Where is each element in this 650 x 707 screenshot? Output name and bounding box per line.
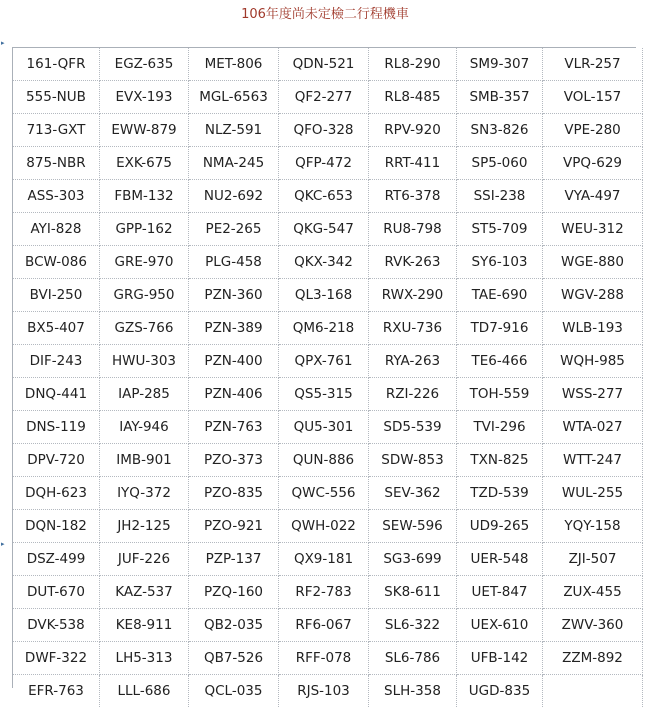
table-cell: DPV-720 — [13, 444, 100, 477]
table-cell: SN3-826 — [457, 114, 543, 147]
table-cell: SMB-357 — [457, 81, 543, 114]
table-cell: RPV-920 — [369, 114, 457, 147]
table-cell: RFF-078 — [279, 642, 369, 675]
table-cell: BVI-250 — [13, 279, 100, 312]
table-cell: ZWV-360 — [543, 609, 643, 642]
table-cell: WUL-255 — [543, 477, 643, 510]
table-row — [13, 642, 643, 675]
table-cell: RYA-263 — [369, 345, 457, 378]
table-cell: BX5-407 — [13, 312, 100, 345]
table-cell: RL8-485 — [369, 81, 457, 114]
table-row — [13, 444, 643, 477]
table-cell: EXK-675 — [100, 147, 189, 180]
table-row — [13, 180, 643, 213]
table-cell: QWH-022 — [279, 510, 369, 543]
table-cell: WTA-027 — [543, 411, 643, 444]
table-cell: LH5-313 — [100, 642, 189, 675]
table-cell: QDN-521 — [279, 48, 369, 81]
table-cell: QKX-342 — [279, 246, 369, 279]
table-cell: PZN-406 — [189, 378, 279, 411]
table-cell: TOH-559 — [457, 378, 543, 411]
table-cell: IYQ-372 — [100, 477, 189, 510]
table-row — [13, 510, 643, 543]
table-cell: 875-NBR — [13, 147, 100, 180]
arrow-right-icon: ▸ — [1, 40, 5, 47]
table-row — [13, 48, 643, 81]
table-cell: SG3-699 — [369, 543, 457, 576]
table-cell: PZP-137 — [189, 543, 279, 576]
table-cell: DVK-538 — [13, 609, 100, 642]
table-row — [13, 477, 643, 510]
table-cell: ZZM-892 — [543, 642, 643, 675]
table-cell: JH2-125 — [100, 510, 189, 543]
table-cell: UEX-610 — [457, 609, 543, 642]
table-cell: DNQ-441 — [13, 378, 100, 411]
table-cell — [543, 675, 643, 707]
plate-table-container — [12, 47, 636, 688]
table-cell: RF6-067 — [279, 609, 369, 642]
table-cell: IAP-285 — [100, 378, 189, 411]
table-cell: UFB-142 — [457, 642, 543, 675]
table-cell: WLB-193 — [543, 312, 643, 345]
table-cell: SL6-322 — [369, 609, 457, 642]
table-cell: QS5-315 — [279, 378, 369, 411]
table-cell: SL6-786 — [369, 642, 457, 675]
table-cell: VPE-280 — [543, 114, 643, 147]
table-cell: RF2-783 — [279, 576, 369, 609]
table-row — [13, 675, 643, 707]
table-cell: HWU-303 — [100, 345, 189, 378]
table-cell: SM9-307 — [457, 48, 543, 81]
plate-table — [13, 48, 643, 707]
table-cell: WGV-288 — [543, 279, 643, 312]
table-cell: RVK-263 — [369, 246, 457, 279]
table-cell: MGL-6563 — [189, 81, 279, 114]
table-cell: PZN-763 — [189, 411, 279, 444]
table-row — [13, 378, 643, 411]
table-cell: PZO-373 — [189, 444, 279, 477]
table-cell: GZS-766 — [100, 312, 189, 345]
table-cell: 161-QFR — [13, 48, 100, 81]
table-cell: RU8-798 — [369, 213, 457, 246]
table-cell: PZO-835 — [189, 477, 279, 510]
table-cell: PE2-265 — [189, 213, 279, 246]
table-cell: RRT-411 — [369, 147, 457, 180]
table-cell: QKC-653 — [279, 180, 369, 213]
arrow-right-icon: ▸ — [1, 541, 5, 548]
table-row — [13, 246, 643, 279]
table-cell: LLL-686 — [100, 675, 189, 707]
table-cell: QM6-218 — [279, 312, 369, 345]
table-cell: ASS-303 — [13, 180, 100, 213]
table-cell: DUT-670 — [13, 576, 100, 609]
table-cell: DIF-243 — [13, 345, 100, 378]
table-cell: RL8-290 — [369, 48, 457, 81]
table-cell: EWW-879 — [100, 114, 189, 147]
table-cell: SY6-103 — [457, 246, 543, 279]
table-row — [13, 81, 643, 114]
table-cell: VPQ-629 — [543, 147, 643, 180]
table-cell: 555-NUB — [13, 81, 100, 114]
table-row — [13, 213, 643, 246]
table-cell: PZN-360 — [189, 279, 279, 312]
table-cell: PLG-458 — [189, 246, 279, 279]
table-cell: SEV-362 — [369, 477, 457, 510]
table-row — [13, 312, 643, 345]
table-cell: PZQ-160 — [189, 576, 279, 609]
table-cell: KE8-911 — [100, 609, 189, 642]
table-cell: WEU-312 — [543, 213, 643, 246]
table-cell: IMB-901 — [100, 444, 189, 477]
table-cell: QL3-168 — [279, 279, 369, 312]
table-row — [13, 576, 643, 609]
table-cell: QPX-761 — [279, 345, 369, 378]
table-cell: ST5-709 — [457, 213, 543, 246]
table-cell: DQN-182 — [13, 510, 100, 543]
table-cell: VOL-157 — [543, 81, 643, 114]
table-cell: TZD-539 — [457, 477, 543, 510]
table-cell: SLH-358 — [369, 675, 457, 707]
table-cell: KAZ-537 — [100, 576, 189, 609]
table-cell: QWC-556 — [279, 477, 369, 510]
table-cell: SDW-853 — [369, 444, 457, 477]
table-cell: QB2-035 — [189, 609, 279, 642]
table-cell: FBM-132 — [100, 180, 189, 213]
table-cell: RT6-378 — [369, 180, 457, 213]
table-cell: BCW-086 — [13, 246, 100, 279]
table-cell: UD9-265 — [457, 510, 543, 543]
table-cell: WQH-985 — [543, 345, 643, 378]
table-cell: YQY-158 — [543, 510, 643, 543]
table-row — [13, 279, 643, 312]
table-cell: DWF-322 — [13, 642, 100, 675]
table-cell: SD5-539 — [369, 411, 457, 444]
table-cell: PZN-400 — [189, 345, 279, 378]
table-cell: PZN-389 — [189, 312, 279, 345]
page-title: 106年度尚未定檢二行程機車 — [0, 5, 650, 25]
table-cell: QCL-035 — [189, 675, 279, 707]
table-cell: NU2-692 — [189, 180, 279, 213]
table-cell: QFO-328 — [279, 114, 369, 147]
table-cell: RXU-736 — [369, 312, 457, 345]
table-cell: NLZ-591 — [189, 114, 279, 147]
table-cell: GRG-950 — [100, 279, 189, 312]
table-cell: RJS-103 — [279, 675, 369, 707]
table-cell: RWX-290 — [369, 279, 457, 312]
table-cell: RZI-226 — [369, 378, 457, 411]
table-cell: TD7-916 — [457, 312, 543, 345]
table-cell: QFP-472 — [279, 147, 369, 180]
table-cell: EFR-763 — [13, 675, 100, 707]
table-cell: 713-GXT — [13, 114, 100, 147]
table-cell: QF2-277 — [279, 81, 369, 114]
table-cell: SK8-611 — [369, 576, 457, 609]
table-cell: AYI-828 — [13, 213, 100, 246]
table-row — [13, 114, 643, 147]
table-cell: WSS-277 — [543, 378, 643, 411]
table-cell: VLR-257 — [543, 48, 643, 81]
table-cell: TVI-296 — [457, 411, 543, 444]
table-cell: ZJI-507 — [543, 543, 643, 576]
table-row — [13, 609, 643, 642]
table-cell: TXN-825 — [457, 444, 543, 477]
table-cell: VYA-497 — [543, 180, 643, 213]
table-cell: QUN-886 — [279, 444, 369, 477]
table-cell: UER-548 — [457, 543, 543, 576]
table-row — [13, 543, 643, 576]
table-cell: QU5-301 — [279, 411, 369, 444]
table-cell: ZUX-455 — [543, 576, 643, 609]
table-cell: IAY-946 — [100, 411, 189, 444]
table-row — [13, 345, 643, 378]
table-cell: QKG-547 — [279, 213, 369, 246]
table-cell: UET-847 — [457, 576, 543, 609]
table-cell: DSZ-499 — [13, 543, 100, 576]
table-cell: UGD-835 — [457, 675, 543, 707]
table-row — [13, 147, 643, 180]
table-cell: SP5-060 — [457, 147, 543, 180]
table-cell: MET-806 — [189, 48, 279, 81]
plate-table-body — [13, 48, 643, 707]
table-cell: DQH-623 — [13, 477, 100, 510]
table-cell: TAE-690 — [457, 279, 543, 312]
table-cell: QX9-181 — [279, 543, 369, 576]
table-cell: WTT-247 — [543, 444, 643, 477]
table-cell: QB7-526 — [189, 642, 279, 675]
table-cell: GPP-162 — [100, 213, 189, 246]
table-cell: WGE-880 — [543, 246, 643, 279]
table-cell: SSI-238 — [457, 180, 543, 213]
table-cell: GRE-970 — [100, 246, 189, 279]
table-cell: EVX-193 — [100, 81, 189, 114]
table-cell: DNS-119 — [13, 411, 100, 444]
table-cell: SEW-596 — [369, 510, 457, 543]
table-cell: TE6-466 — [457, 345, 543, 378]
table-cell: EGZ-635 — [100, 48, 189, 81]
table-row — [13, 411, 643, 444]
table-cell: PZO-921 — [189, 510, 279, 543]
table-cell: JUF-226 — [100, 543, 189, 576]
table-cell: NMA-245 — [189, 147, 279, 180]
